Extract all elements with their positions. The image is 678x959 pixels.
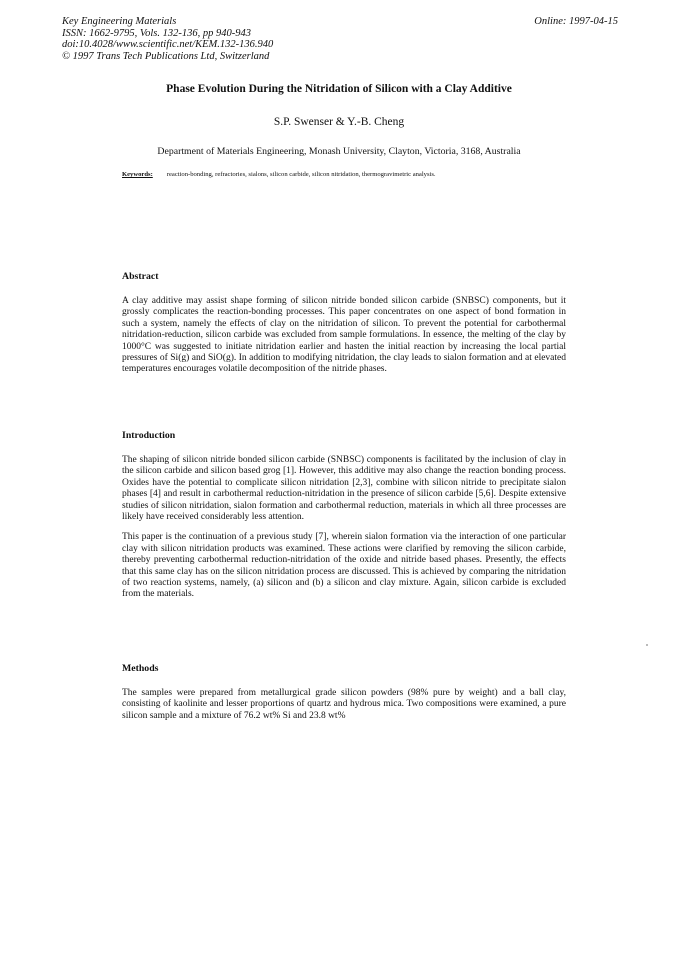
- copyright-line: © 1997 Trans Tech Publications Ltd, Switzerland: [62, 50, 270, 62]
- journal-name: Key Engineering Materials: [62, 16, 177, 27]
- affiliation: Department of Materials Engineering, Monash University, Clayton, Victoria, 3168, Australia: [157, 146, 521, 157]
- introduction-heading: Introduction: [122, 430, 176, 441]
- introduction-paragraph-1: The shaping of silicon nitride bonded silicon carbide (SNBSC) components is facilitated by the inclusion of clay in the silicon carbide and silicon based grog [1]. However, this additive may also change the reaction bonding process. Oxides have the potential to complicate silicon nitridation [2,3], combine with silicon nitride to precipitate sialon phases [4] and result in carbothermal reduction-nitridation in the presence of silicon carbide [5,6]. Despite extensive studies of silicon nitridation, sialon formation and carbothermal reduction, materials in which all three processes are likely have received considerably less attention.: [122, 455, 566, 523]
- scan-speck: [646, 644, 648, 646]
- methods-heading: Methods: [122, 663, 159, 674]
- abstract-paragraph: A clay additive may assist shape forming of silicon nitride bonded silicon carbide (SNBSC) components, but it grossly complicates the reaction-bonding processes. This paper concentrates on one aspect of bond formation in such a system, namely the effects of clay on the nitridation of silicon. To prevent the potential for carbothermal nitridation-reduction, silicon carbide was excluded from sample formulations. In essence, the melting of the clay by 1000°C was suggested to initiate nitridation earlier and hasten the initial reaction by increasing the local partial pressures of Si(g) and SiO(g). In addition to modifying nitridation, the clay leads to sialon formation and at elevated temperatures encourages volatile decomposition of the nitride phases.: [122, 296, 566, 375]
- keywords: [122, 171, 436, 178]
- issn-line: ISSN: 1662-9795, Vols. 132-136, pp 940-943: [62, 27, 251, 39]
- abstract-section: [122, 271, 566, 376]
- methods-paragraph: The samples were prepared from metallurgical grade silicon powders (98% pure by weight) and a ball clay, consisting of kaolinite and lesser proportions of quartz and hydrous mica. Two compositions were examined, a pure silicon sample and a mixture of 76.2 wt% Si and 23.8 wt%: [122, 688, 566, 721]
- paper-title: Phase Evolution During the Nitridation of Silicon with a Clay Additive: [166, 83, 512, 95]
- authors: S.P. Swenser & Y.-B. Cheng: [273, 116, 405, 128]
- doi-line: doi:10.4028/www.scientific.net/KEM.132-136.940: [62, 39, 274, 50]
- page-header: [62, 16, 618, 62]
- methods-section: [122, 663, 566, 722]
- introduction-paragraph-2: This paper is the continuation of a previous study [7], wherein sialon formation via the interaction of one particular clay with silicon nitridation products was examined. These actions were clarified by removing the silicon carbide, thereby preventing carbothermal reduction-nitridation of the oxide and nitride based phases. Presently, the effects that this same clay has on the silicon nitridation process are discussed. This is achieved by comparing the nitridation of two reaction systems, namely, (a) silicon and (b) a silicon and clay mixture. Again, silicon carbide is excluded from the materials.: [122, 532, 566, 600]
- keywords-label: Keywords:: [122, 171, 153, 178]
- online-date: Online: 1997-04-15: [534, 16, 618, 27]
- abstract-heading: Abstract: [122, 271, 159, 282]
- introduction-section: [122, 430, 566, 601]
- keywords-text: reaction-bonding, refractories, sialons, silicon carbide, silicon nitridation, thermogravimetric analysis.: [166, 171, 436, 178]
